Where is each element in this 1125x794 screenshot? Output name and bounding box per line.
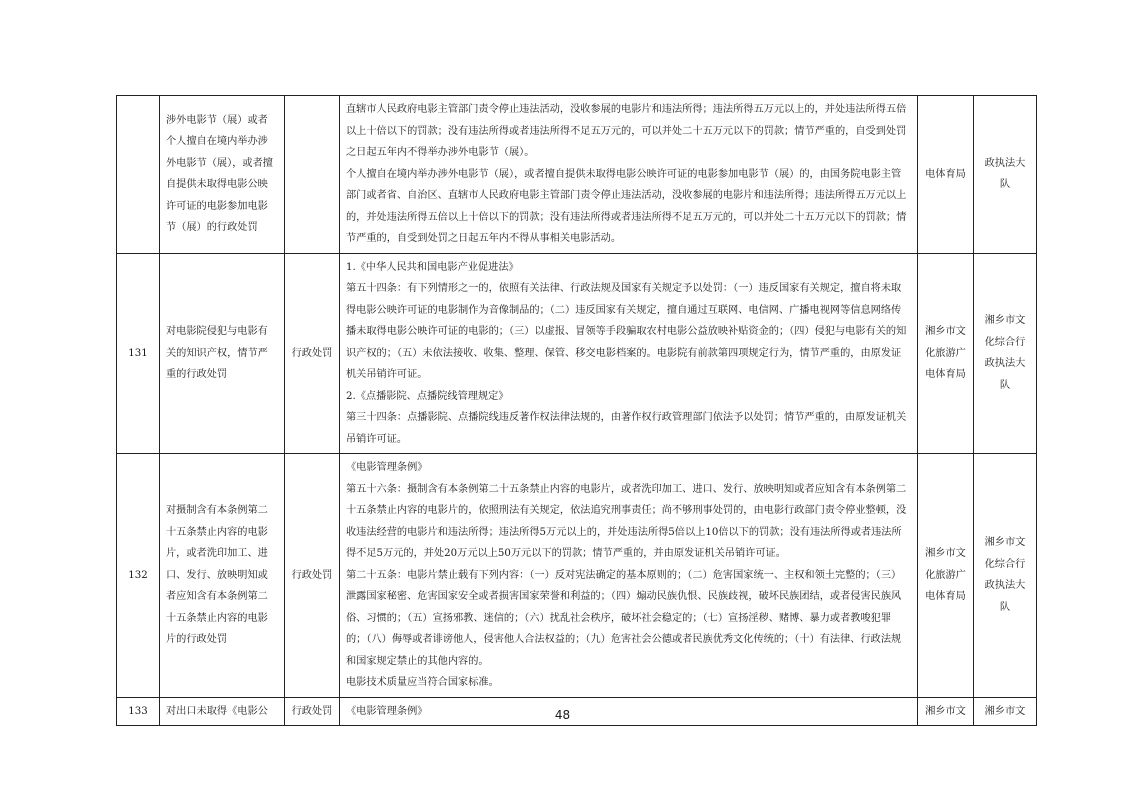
basis-paragraph: 第五十四条：有下列情形之一的，依照有关法律、行政法规及国家有关规定予以处罚：（一）违反国家有关规定，擅自将未取得电影公映许可证的电影制作为音像制品的；（二）违反国家有关规定，擅自通过互联网、电信网、广播电视网等信息网络传播未取得电影公映许可证的电影的；（三）以虚报、冒领等手段骗取农村电影公益放映补贴资金的；（四）侵犯与电影有关的知识产权的；（五）未依法接收、收集、整理、保管、移交电影档案的。电影院有前款第四项规定行为，情节严重的，由原发证机关吊销许可证。	[346, 283, 907, 380]
basis-paragraph: 第五十六条：摄制含有本条例第二十五条禁止内容的电影片，或者洗印加工、进口、发行、放映明知或者应知含有本条例第二十五条禁止内容的电影片的，依照刑法有关规定，依法追究刑事责任；尚不够刑事处罚的，由电影行政部门责令停业整顿，没收违法经营的电影片和违法所得；违法所得5万元以上的，并处违法所得5倍以上10倍以下的罚款；没有违法所得或者违法所得不足5万元的，并处20万元以上50万元以下的罚款；情节严重的，并由原发证机关吊销许可证。	[346, 483, 907, 559]
basis-paragraph: 第二十五条：电影片禁止载有下列内容：（一）反对宪法确定的基本原则的；（二）危害国家统一、主权和领土完整的；（三）泄露国家秘密、危害国家安全或者损害国家荣誉和利益的；（四）煽动民族仇恨、民族歧视，破坏民族团结，或者侵害民族风俗、习惯的；（五）宣扬邪教、迷信的；（六）扰乱社会秩序，破坏社会稳定的；（七）宣扬淫秽、赌博、暴力或者教唆犯罪的；（八）侮辱或者诽谤他人，侵害他人合法权益的；（九）危害社会公德或者民族优秀文化传统的；（十）有法律、行政法规和国家规定禁止的其他内容的。	[346, 569, 902, 667]
responsible-department: 湘乡市文化旅游广电体育局	[918, 454, 974, 698]
row-number: 133	[117, 697, 160, 726]
table-row	[117, 253, 1037, 454]
item-name: 对电影院侵犯与电影有关的知识产权，情节严重的行政处罚	[160, 253, 285, 454]
item-name: 对出口未取得《电影公	[160, 697, 285, 726]
item-name: 涉外电影节（展）或者个人擅自在境内举办涉外电影节（展），或者擅自提供未取得电影公映许可证的电影参加电影节（展）的行政处罚	[160, 96, 285, 254]
responsible-department: 湘乡市文	[918, 697, 974, 726]
enforcement-unit: 湘乡市文化综合行政执法大队	[974, 454, 1037, 698]
legal-basis	[340, 96, 918, 254]
enforcement-unit: 湘乡市文化综合行政执法大队	[974, 253, 1037, 454]
basis-paragraph: 《电影管理条例》	[346, 705, 428, 717]
basis-paragraph: 个人擅自在境内举办涉外电影节（展），或者擅自提供未取得电影公映许可证的电影参加电影节（展）的，由国务院电影主管部门或者省、自治区、直辖市人民政府电影主管部门责令停止违法活动，没收参展的电影片和违法所得；违法所得五万元以上的，并处违法所得五倍以上十倍以下的罚款；没有违法所得或者违法所得不足五万元的，可以并处二十五万元以下的罚款；情节严重的，自受到处罚之日起五年内不得从事相关电影活动。	[346, 168, 907, 244]
item-type	[285, 96, 340, 254]
enforcement-unit: 政执法大队	[974, 96, 1037, 254]
row-number: 132	[117, 454, 160, 698]
responsible-department: 湘乡市文化旅游广电体育局	[918, 253, 974, 454]
basis-paragraph: 2.《点播影院、点播院线管理规定》	[346, 390, 509, 402]
item-type: 行政处罚	[285, 454, 340, 698]
responsible-department: 电体育局	[918, 96, 974, 254]
basis-paragraph: 《电影管理条例》	[346, 462, 428, 473]
row-number: 131	[117, 253, 160, 454]
table-row	[117, 454, 1037, 698]
basis-paragraph: 电影技术质量应当符合国家标准。	[346, 677, 499, 688]
item-type: 行政处罚	[285, 253, 340, 454]
enforcement-unit: 湘乡市文	[974, 697, 1037, 726]
legal-basis	[340, 253, 918, 454]
basis-paragraph: 1.《中华人民共和国电影产业促进法》	[346, 261, 519, 273]
regulation-table	[116, 95, 1037, 726]
row-number	[117, 96, 160, 254]
legal-basis	[340, 454, 918, 698]
item-name: 对摄制含有本条例第二十五条禁止内容的电影片，或者洗印加工、进口、发行、放映明知或者应知含有本条例第二十五条禁止内容的电影片的行政处罚	[160, 454, 285, 698]
item-type: 行政处罚	[285, 697, 340, 726]
basis-paragraph: 直辖市人民政府电影主管部门责令停止违法活动，没收参展的电影片和违法所得；违法所得五万元以上的，并处违法所得五倍以上十倍以下的罚款；没有违法所得或者违法所得不足五万元的，可以并处二十五万元以下的罚款；情节严重的，自受到处罚之日起五年内不得举办涉外电影节（展）。	[346, 104, 907, 158]
page-number: 48	[554, 708, 571, 722]
basis-paragraph: 第三十四条：点播影院、点播院线违反著作权法律法规的，由著作权行政管理部门依法予以处罚；情节严重的，由原发证机关吊销许可证。	[346, 412, 907, 445]
table-row	[117, 96, 1037, 254]
